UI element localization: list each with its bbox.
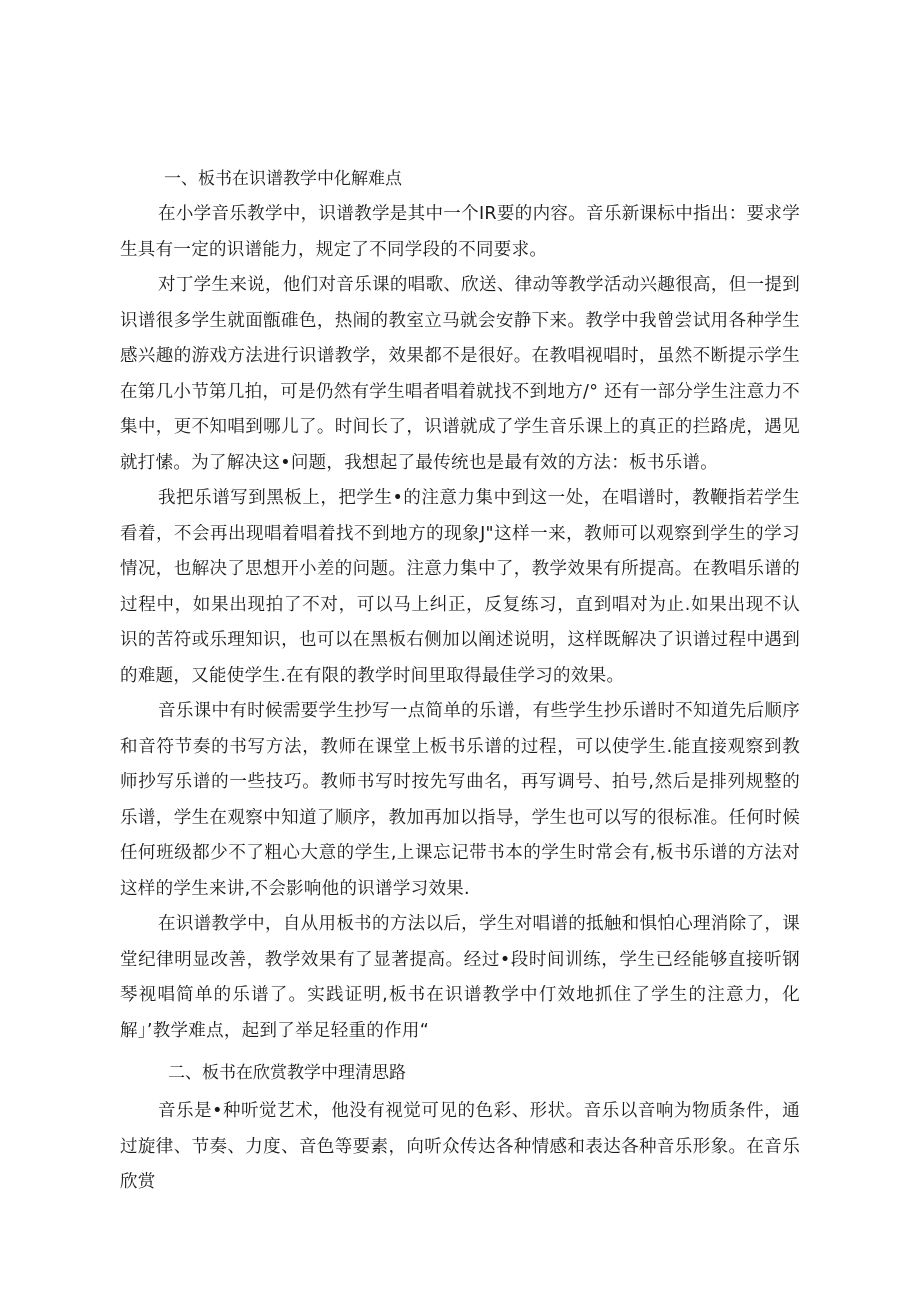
section-1-paragraph-1: 在小学音乐教学中，识谱教学是其中一个IR要的内容。音乐新课标中指出：要求学生具有一定的识谱能力，规定了不同学段的不同要求。 [120, 204, 800, 260]
section-1-paragraph-3: 我把乐谱写到黑板上，把学生•的注意力集中到这一处，在唱谱时，教鞭指若学生看着，不会再出现唱着唱着找不到地方的现象J"这样一来，教师可以观察到学生的学习情况，也解决了思想开小差的问题。注意力集中了，教学效果有所提高。在教唱乐谱的过程中，如果出现拍了不对，可以马上纠正，反复练习，直到唱对为止.如果出现不认识的苦符或乐理知识，也可以在黑板右侧加以阐述说明，这样既解决了识谱过程中遇到的难题，又能使学生.在有限的教学时间里取得最佳学习的效果。 [120, 488, 800, 686]
section-1-paragraph-4: 音乐课中有时候需要学生抄写一点简单的乐谱，有些学生抄乐谱时不知道先后顺序和音符节奏的书写方法，教师在课堂上板书乐谱的过程，可以使学生.能直接观察到教师抄写乐谱的一些技巧。教师书写时按先写曲名，再写调号、拍号,然后是排列规整的乐谱，学生在观察中知道了顺序，教加再加以指导，学生也可以写的很标准。任何时候任何班级都少不了粗心大意的学生,上课忘记带书本的学生时常会有,板书乐谱的方法对这样的学生来讲,不会影响他的识谱学习效果. [120, 701, 800, 899]
section-1-paragraph-2: 对丁学生来说，他们对音乐课的唱歌、欣送、律动等教学活动兴趣很高，但一提到识谱很多学生就面甑碓色，热闹的教室立马就会安静下来。教学中我曾尝试用各种学生感兴趣的游戏方法进行识谱教学，效果都不是很好。在教唱视唱时，虽然不断提示学生在第几小节第几拍，可是仍然有学生唱者唱着就找不到地方/° 还有一部分学生注意力不集中，更不知唱到哪儿了。时间长了，识谱就成了学生音乐课上的真正的拦路虎，遇见就打愫。为了解决这•问题，我想起了最传统也是最有效的方法：板书乐谱。 [120, 275, 800, 473]
section-2-heading: 二、板书在欣赏教学中理清思路 [168, 1063, 406, 1083]
section-2-paragraph-1: 音乐是•种听觉艺术，他没有视觉可见的色彩、形状。音乐以音响为物质条件，通过旋律、节奏、力度、音色等要素，向听众传达各种情感和表达各种音乐形象。在音乐欣赏 [120, 1101, 800, 1192]
section-1-paragraph-5: 在识谱教学中，自从用板书的方法以后，学生对唱谱的抵触和惧怕心理消除了，课堂纪律明显改善，教学效果有了显著提高。经过•段时间训练，学生已经能够直接听钢琴视唱简单的乐谱了。实践证明,板书在识谱教学中仃效地抓住了学生的注意力，化解」’教学难点，起到了举足轻重的作用“ [120, 914, 800, 1041]
document-body [120, 162, 800, 1201]
section-1-heading: 一、板书在识谱教学中化解难点 [164, 169, 402, 189]
